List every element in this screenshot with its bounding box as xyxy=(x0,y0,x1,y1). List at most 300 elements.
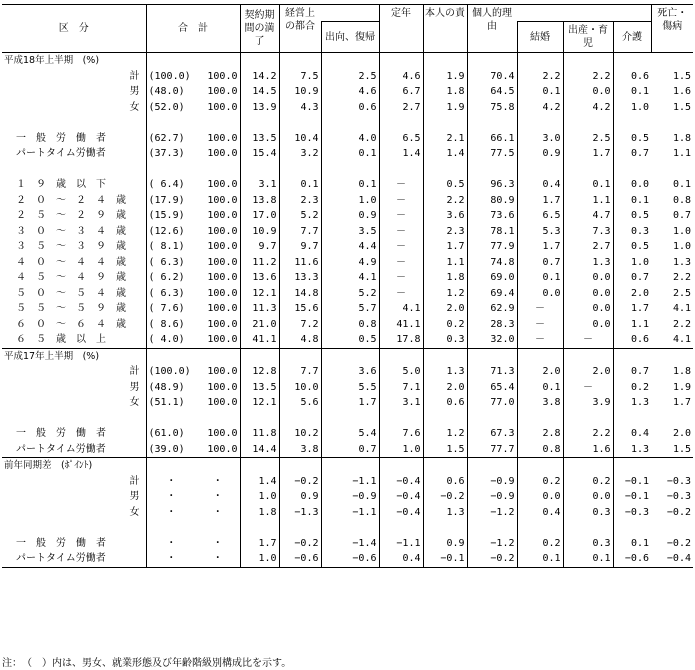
value-cell: 1.0 xyxy=(240,551,279,567)
share-cell: ・ xyxy=(166,475,177,487)
value-cell: 77.7 xyxy=(467,442,517,458)
value-cell: 1.3 xyxy=(630,443,649,455)
section-spacer-cell xyxy=(321,458,379,474)
value-cell xyxy=(240,411,279,427)
value-cell: 1.5 xyxy=(672,70,691,82)
section-spacer-cell xyxy=(651,53,693,69)
table-row xyxy=(2,474,693,490)
table-row xyxy=(2,177,693,193)
section-spacer-cell xyxy=(517,458,563,474)
section-spacer-cell xyxy=(321,348,379,364)
value-cell: −0.4 xyxy=(379,489,423,505)
section-spacer-cell xyxy=(467,458,517,474)
value-cell xyxy=(467,115,517,131)
row-label: ２ ５ ～ ２ ９ 歳 xyxy=(2,208,146,224)
value-cell: −0.2 xyxy=(467,551,517,567)
value-cell: 5.6 xyxy=(300,397,319,408)
value-cell xyxy=(321,411,379,427)
value-cell: 1.9 xyxy=(423,100,467,116)
total-cell: 100.0 xyxy=(196,208,240,224)
value-cell: 5.2 xyxy=(321,286,379,302)
share-cell: (61.0) xyxy=(148,428,185,439)
value-cell: −0.9 xyxy=(321,489,379,505)
section-spacer-cell xyxy=(240,348,279,364)
value-cell: 0.1 xyxy=(321,146,379,162)
value-cell: 41.1 xyxy=(240,332,279,348)
value-cell: 1.0 xyxy=(630,101,649,113)
section-spacer-cell xyxy=(467,348,517,364)
value-cell: 3.2 xyxy=(300,148,319,159)
value-cell: −0.1 xyxy=(624,491,649,502)
share-cell: (52.0) xyxy=(148,101,185,113)
total-cell: 100.0 xyxy=(196,301,240,317)
value-cell: 13.9 xyxy=(240,100,279,116)
value-cell: 0.1 xyxy=(563,551,613,567)
value-cell xyxy=(563,411,613,427)
value-cell: 1.8 xyxy=(240,505,279,521)
value-cell: 0.0 xyxy=(517,286,563,302)
table-row xyxy=(2,208,693,224)
total-cell: 100.0 xyxy=(196,332,240,348)
header-management: 経営上の都合 xyxy=(279,5,321,53)
value-cell: 2.5 xyxy=(563,131,613,147)
row-label xyxy=(2,115,146,131)
value-cell: 0.7 xyxy=(630,272,649,283)
section-spacer-cell xyxy=(196,458,240,474)
total-cell xyxy=(196,162,240,178)
section-spacer-cell xyxy=(423,458,467,474)
value-cell xyxy=(279,520,321,536)
value-cell: 11.2 xyxy=(240,255,279,271)
value-cell: － xyxy=(379,286,423,302)
value-cell xyxy=(423,520,467,536)
header-retirement: 定年 xyxy=(379,5,423,53)
section-title: 平成18年上半期 (%) xyxy=(2,53,146,69)
value-cell: 1.0 xyxy=(672,225,691,237)
value-cell: 1.5 xyxy=(423,442,467,458)
value-cell: 0.9 xyxy=(300,491,319,502)
value-cell: － xyxy=(379,193,423,209)
value-cell xyxy=(651,520,693,536)
section-spacer-cell xyxy=(379,53,423,69)
value-cell xyxy=(467,162,517,178)
total-cell: ・ xyxy=(196,551,240,567)
value-cell xyxy=(517,520,563,536)
section-spacer-cell xyxy=(651,348,693,364)
value-cell: 71.3 xyxy=(467,364,517,380)
value-cell: 0.5 xyxy=(321,332,379,348)
value-cell: 5.7 xyxy=(321,301,379,317)
total-cell: 100.0 xyxy=(196,239,240,255)
value-cell: 1.0 xyxy=(630,256,649,268)
row-label xyxy=(2,162,146,178)
value-cell: 4.0 xyxy=(321,131,379,147)
section-spacer-cell xyxy=(517,53,563,69)
section-title: 平成17年上半期 (%) xyxy=(2,348,146,364)
section-spacer-cell xyxy=(240,458,279,474)
value-cell: 7.7 xyxy=(300,225,319,237)
value-cell: 3.5 xyxy=(321,224,379,240)
value-cell xyxy=(517,411,563,427)
value-cell xyxy=(321,162,379,178)
value-cell: 4.6 xyxy=(379,69,423,85)
value-cell: 0.3 xyxy=(423,332,467,348)
row-label: パートタイム労働者 xyxy=(2,146,146,162)
separation-reasons-table xyxy=(2,4,693,568)
value-cell: 2.2 xyxy=(517,69,563,85)
value-cell: 5.3 xyxy=(517,224,563,240)
section-spacer-cell xyxy=(613,348,651,364)
value-cell: 0.3 xyxy=(630,225,649,237)
value-cell: 10.9 xyxy=(240,224,279,240)
value-cell: −0.4 xyxy=(379,505,423,521)
section-spacer-cell xyxy=(563,458,613,474)
value-cell: 1.4 xyxy=(379,146,423,162)
table-row xyxy=(2,146,693,162)
value-cell: 6.5 xyxy=(379,131,423,147)
table-row xyxy=(2,536,693,552)
header-contract: 契約期間の満了 xyxy=(240,5,279,53)
value-cell: － xyxy=(379,255,423,271)
value-cell: 0.7 xyxy=(630,366,649,377)
section-spacer-cell xyxy=(563,348,613,364)
value-cell: 1.0 xyxy=(672,241,691,252)
value-cell: 0.0 xyxy=(563,489,613,505)
value-cell xyxy=(651,115,693,131)
value-cell: 0.1 xyxy=(672,179,691,190)
value-cell: 74.8 xyxy=(467,255,517,271)
value-cell xyxy=(321,520,379,536)
value-cell: 0.0 xyxy=(563,84,613,100)
value-cell: 1.7 xyxy=(321,395,379,411)
value-cell: 0.7 xyxy=(517,255,563,271)
table-row xyxy=(2,395,693,411)
value-cell: 3.8 xyxy=(300,443,319,455)
row-label: ２ ０ ～ ２ ４ 歳 xyxy=(2,193,146,209)
value-cell xyxy=(379,162,423,178)
value-cell: 14.2 xyxy=(240,69,279,85)
value-cell: 11.3 xyxy=(240,301,279,317)
value-cell: 0.1 xyxy=(630,86,649,97)
share-cell: ( 7.6) xyxy=(148,303,185,314)
table-row xyxy=(2,255,693,271)
value-cell: 1.3 xyxy=(563,255,613,271)
value-cell: 4.1 xyxy=(379,301,423,317)
value-cell: 2.7 xyxy=(563,239,613,255)
share-cell: (39.0) xyxy=(148,443,185,455)
header-personal-spacer3 xyxy=(613,5,651,22)
table-row xyxy=(2,286,693,302)
value-cell: 77.0 xyxy=(467,395,517,411)
value-cell: 15.4 xyxy=(240,146,279,162)
total-cell: 100.0 xyxy=(196,395,240,411)
share-cell: ・ xyxy=(166,491,177,502)
value-cell xyxy=(613,162,651,178)
value-cell: 6.7 xyxy=(379,84,423,100)
share-cell: ( 6.2) xyxy=(148,272,185,283)
value-cell: 1.7 xyxy=(240,536,279,552)
value-cell: −0.6 xyxy=(279,551,321,567)
value-cell: 1.9 xyxy=(672,381,691,393)
total-cell: 100.0 xyxy=(196,100,240,116)
value-cell xyxy=(240,115,279,131)
total-cell: 100.0 xyxy=(196,146,240,162)
value-cell: 0.1 xyxy=(300,179,319,190)
share-cell: ( 6.3) xyxy=(148,256,185,268)
value-cell xyxy=(563,162,613,178)
row-label: ５ ０ ～ ５ ４ 歳 xyxy=(2,286,146,302)
value-cell: 1.1 xyxy=(423,255,467,271)
value-cell: −0.4 xyxy=(651,551,693,567)
row-label: ３ ０ ～ ３ ４ 歳 xyxy=(2,224,146,240)
value-cell: −0.9 xyxy=(467,489,517,505)
row-label: 一 般 労 働 者 xyxy=(2,131,146,147)
value-cell: 14.8 xyxy=(294,287,319,299)
value-cell: 10.2 xyxy=(294,428,319,439)
value-cell: 4.7 xyxy=(563,208,613,224)
value-cell: 2.2 xyxy=(563,426,613,442)
row-label: 計 xyxy=(2,364,146,380)
value-cell xyxy=(379,520,423,536)
value-cell: 6.5 xyxy=(517,208,563,224)
row-label: 計 xyxy=(2,69,146,85)
row-label: ４ ５ ～ ４ ９ 歳 xyxy=(2,270,146,286)
value-cell: 7.2 xyxy=(300,318,319,330)
value-cell: 1.5 xyxy=(672,443,691,455)
value-cell: 2.3 xyxy=(300,194,319,206)
value-cell: 0.9 xyxy=(423,536,467,552)
value-cell: 0.1 xyxy=(630,194,649,206)
value-cell: 1.3 xyxy=(672,256,691,268)
section-spacer-cell xyxy=(613,458,651,474)
value-cell: 0.0 xyxy=(517,489,563,505)
value-cell: −1.2 xyxy=(467,536,517,552)
value-cell xyxy=(279,115,321,131)
value-cell: 2.8 xyxy=(517,426,563,442)
value-cell: 0.0 xyxy=(563,301,613,317)
table-row xyxy=(2,100,693,116)
table-row xyxy=(2,364,693,380)
value-cell: 7.1 xyxy=(379,380,423,396)
table-row xyxy=(2,551,693,567)
header-total: 合 計 xyxy=(146,5,240,53)
value-cell: 17.0 xyxy=(240,208,279,224)
value-cell: － xyxy=(379,270,423,286)
row-label: ６ ５ 歳 以 上 xyxy=(2,332,146,348)
value-cell: 2.0 xyxy=(517,364,563,380)
section-spacer-cell xyxy=(279,53,321,69)
value-cell: 7.6 xyxy=(379,426,423,442)
value-cell: 5.5 xyxy=(321,380,379,396)
share-cell: (15.9) xyxy=(148,210,185,221)
value-cell: 1.3 xyxy=(630,397,649,408)
value-cell: 2.3 xyxy=(423,224,467,240)
row-label: 一 般 労 働 者 xyxy=(2,536,146,552)
value-cell: 1.6 xyxy=(563,442,613,458)
value-cell: 0.6 xyxy=(630,70,649,82)
value-cell xyxy=(651,162,693,178)
value-cell: 1.2 xyxy=(423,426,467,442)
value-cell: 2.0 xyxy=(630,287,649,299)
value-cell: 0.5 xyxy=(630,241,649,252)
value-cell xyxy=(379,115,423,131)
total-cell: 100.0 xyxy=(196,286,240,302)
total-cell: 100.0 xyxy=(196,364,240,380)
value-cell: 0.2 xyxy=(423,317,467,333)
share-cell: (17.9) xyxy=(148,194,185,206)
header-management-spacer xyxy=(321,5,379,22)
header-transfer: 出向、復帰 xyxy=(321,22,379,53)
value-cell: 0.0 xyxy=(563,270,613,286)
table-row xyxy=(2,317,693,333)
value-cell: 0.8 xyxy=(321,317,379,333)
value-cell: 0.2 xyxy=(630,381,649,393)
value-cell: 14.4 xyxy=(240,442,279,458)
value-cell: 0.7 xyxy=(630,148,649,159)
table-row xyxy=(2,505,693,521)
section-spacer-cell xyxy=(379,458,423,474)
value-cell: 0.6 xyxy=(630,334,649,345)
value-cell: － xyxy=(379,208,423,224)
value-cell: 2.2 xyxy=(423,193,467,209)
value-cell xyxy=(423,115,467,131)
table-row xyxy=(2,270,693,286)
value-cell: 0.1 xyxy=(630,537,649,549)
share-cell xyxy=(146,162,196,178)
value-cell: −1.1 xyxy=(321,474,379,490)
share-cell: ・ xyxy=(166,506,177,518)
share-cell: ( 6.4) xyxy=(148,179,185,190)
value-cell xyxy=(517,115,563,131)
value-cell: 70.4 xyxy=(467,69,517,85)
value-cell: 0.4 xyxy=(517,505,563,521)
value-cell: −1.1 xyxy=(321,505,379,521)
value-cell: 5.2 xyxy=(300,210,319,221)
total-cell: ・ xyxy=(196,489,240,505)
value-cell: 2.1 xyxy=(423,131,467,147)
total-cell: ・ xyxy=(196,536,240,552)
section-spacer-cell xyxy=(613,53,651,69)
header-marriage: 結婚 xyxy=(517,22,563,53)
value-cell xyxy=(467,520,517,536)
value-cell: 1.7 xyxy=(563,146,613,162)
table-row xyxy=(2,489,693,505)
value-cell: 3.1 xyxy=(240,177,279,193)
value-cell: 1.8 xyxy=(672,132,691,144)
share-cell: (37.3) xyxy=(148,148,185,159)
value-cell xyxy=(651,411,693,427)
row-label: 計 xyxy=(2,474,146,490)
share-cell: (100.0) xyxy=(148,70,191,82)
header-death: 死亡・傷病 xyxy=(651,5,693,53)
value-cell xyxy=(279,162,321,178)
value-cell xyxy=(563,115,613,131)
value-cell: −0.6 xyxy=(613,551,651,567)
value-cell: 62.9 xyxy=(467,301,517,317)
value-cell xyxy=(279,411,321,427)
value-cell xyxy=(517,162,563,178)
value-cell: 0.1 xyxy=(563,177,613,193)
section-spacer-cell xyxy=(423,53,467,69)
value-cell: 12.1 xyxy=(240,286,279,302)
share-cell: ( 8.6) xyxy=(148,318,185,330)
value-cell: −0.2 xyxy=(294,537,319,549)
value-cell: 96.3 xyxy=(467,177,517,193)
section-spacer-cell xyxy=(563,53,613,69)
value-cell: 0.7 xyxy=(321,442,379,458)
value-cell: 0.5 xyxy=(630,132,649,144)
share-cell: (100.0) xyxy=(148,366,191,377)
section-spacer-cell xyxy=(279,458,321,474)
value-cell: 1.7 xyxy=(517,239,563,255)
value-cell: 0.0 xyxy=(563,286,613,302)
value-cell: 14.5 xyxy=(240,84,279,100)
value-cell: 1.2 xyxy=(423,286,467,302)
value-cell: 1.8 xyxy=(423,84,467,100)
share-cell xyxy=(146,520,196,536)
value-cell xyxy=(379,411,423,427)
value-cell: 3.6 xyxy=(321,364,379,380)
value-cell: −1.3 xyxy=(294,506,319,518)
total-cell: 100.0 xyxy=(196,193,240,209)
value-cell: 0.1 xyxy=(517,270,563,286)
total-cell xyxy=(196,115,240,131)
value-cell: 1.1 xyxy=(630,318,649,330)
value-cell: 0.9 xyxy=(517,146,563,162)
section-title-row xyxy=(2,458,693,474)
value-cell xyxy=(613,520,651,536)
value-cell: 0.5 xyxy=(423,177,467,193)
value-cell: 9.7 xyxy=(240,239,279,255)
value-cell: 4.1 xyxy=(321,270,379,286)
value-cell: － xyxy=(379,177,423,193)
value-cell: −0.2 xyxy=(423,489,467,505)
value-cell: 1.0 xyxy=(321,193,379,209)
section-spacer-cell xyxy=(196,348,240,364)
row-label: 女 xyxy=(2,395,146,411)
spacer-row xyxy=(2,411,693,427)
spacer-row xyxy=(2,115,693,131)
total-cell: 100.0 xyxy=(196,255,240,271)
total-cell: 100.0 xyxy=(196,131,240,147)
value-cell: 13.5 xyxy=(240,380,279,396)
table-row xyxy=(2,193,693,209)
value-cell: 4.9 xyxy=(321,255,379,271)
header-childbirth: 出産・育児 xyxy=(563,22,613,53)
value-cell xyxy=(613,115,651,131)
value-cell: 1.4 xyxy=(240,474,279,490)
value-cell: 32.0 xyxy=(467,332,517,348)
value-cell: 1.9 xyxy=(423,69,467,85)
value-cell xyxy=(240,162,279,178)
value-cell: 77.5 xyxy=(467,146,517,162)
total-cell: ・ xyxy=(196,474,240,490)
value-cell: 2.2 xyxy=(563,69,613,85)
value-cell: 0.3 xyxy=(563,536,613,552)
value-cell: 1.0 xyxy=(379,442,423,458)
value-cell: 2.0 xyxy=(672,428,691,439)
value-cell: −0.2 xyxy=(666,506,691,518)
value-cell: 3.9 xyxy=(563,395,613,411)
value-cell: 1.7 xyxy=(672,397,691,408)
value-cell: 2.7 xyxy=(379,100,423,116)
total-cell: ・ xyxy=(196,505,240,521)
share-cell xyxy=(146,411,196,427)
value-cell: −1.1 xyxy=(379,536,423,552)
value-cell: 0.2 xyxy=(563,474,613,490)
value-cell: 1.1 xyxy=(563,193,613,209)
table-row xyxy=(2,84,693,100)
